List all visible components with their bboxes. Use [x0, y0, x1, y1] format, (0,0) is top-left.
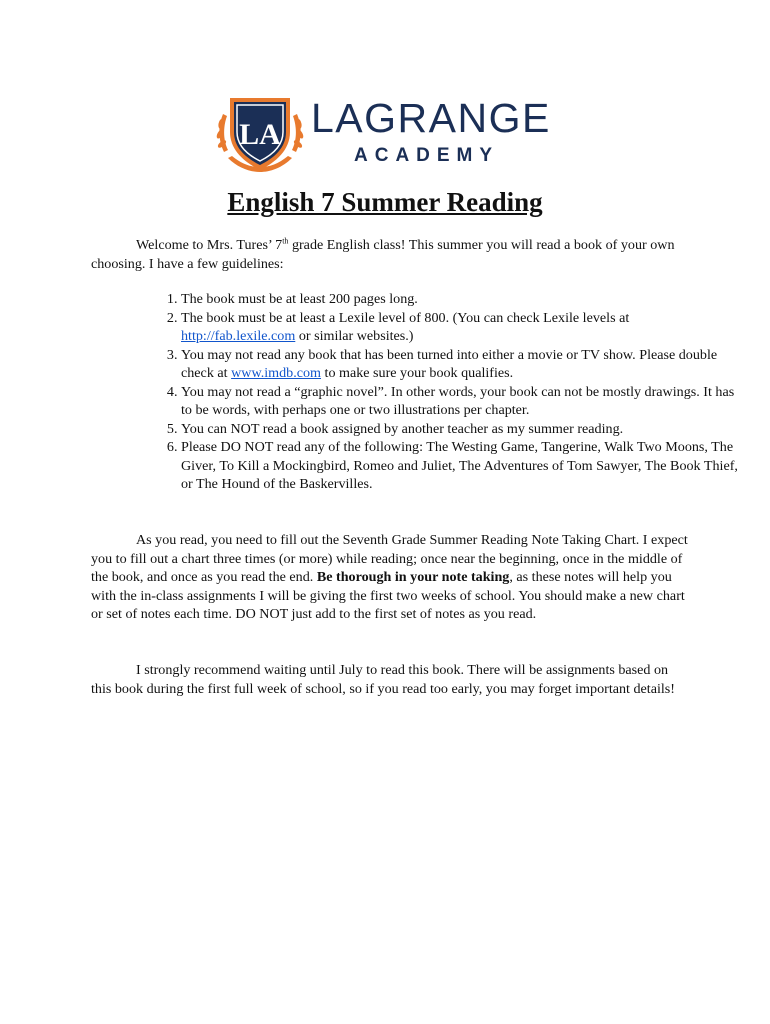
intro-paragraph: Welcome to Mrs. Tures’ 7th grade English class! This summer you will read a book of your own choosing. I have a few guidelines:	[91, 236, 675, 272]
list-item: 5. You can NOT read a book assigned by another teacher as my summer reading.	[181, 420, 741, 439]
list-item: 3. You may not read any book that has been turned into either a movie or TV show. Please double check at www.imdb.com to make sure your book qualifies.	[181, 346, 741, 383]
svg-text:LA: LA	[239, 118, 281, 151]
imdb-link[interactable]: www.imdb.com	[231, 365, 321, 381]
recommendation-paragraph: I strongly recommend waiting until July to read this book. There will be assignments based on this book during the first full week of school, so if you read too early, you may forget important details!	[91, 662, 675, 697]
guidelines-list	[135, 290, 741, 494]
lexile-link[interactable]: http://fab.lexile.com	[181, 328, 296, 344]
list-item: 2. The book must be at least a Lexile level of 800. (You can check Lexile levels at http://fab.lexile.com or similar websites.)	[181, 309, 741, 346]
list-item: 6. Please DO NOT read any of the following: The Westing Game, Tangerine, Walk Two Moons, The Giver, To Kill a Mockingbird, Romeo and Juliet, The Adventures of Tom Sawyer, The Book Thief, or The Hound of the Baskervilles.	[181, 438, 741, 494]
logo-name-line1: LAGRANGE	[311, 95, 551, 141]
list-item: 1. The book must be at least 200 pages long.	[181, 290, 741, 309]
school-logo	[214, 92, 564, 178]
crest-icon	[214, 92, 306, 178]
page-title: English 7 Summer Reading	[227, 187, 543, 217]
list-item: 4. You may not read a “graphic novel”. In other words, your book can not be mostly drawings. It has to be words, with perhaps one or two illustrations per chapter.	[181, 383, 741, 420]
note-taking-paragraph: As you read, you need to fill out the Seventh Grade Summer Reading Note Taking Chart. I expect you to fill out a chart three times (or more) while reading; once near the beginning, once in the middle of the book, and once as you read the end. Be thorough in your note taking, as these notes will help you with the in-class assignments I will be giving the first two weeks of school. You should make a new chart or set of notes each time. DO NOT just add to the first set of notes as you read.	[91, 532, 688, 622]
logo-name-line2: ACADEMY	[354, 145, 500, 166]
